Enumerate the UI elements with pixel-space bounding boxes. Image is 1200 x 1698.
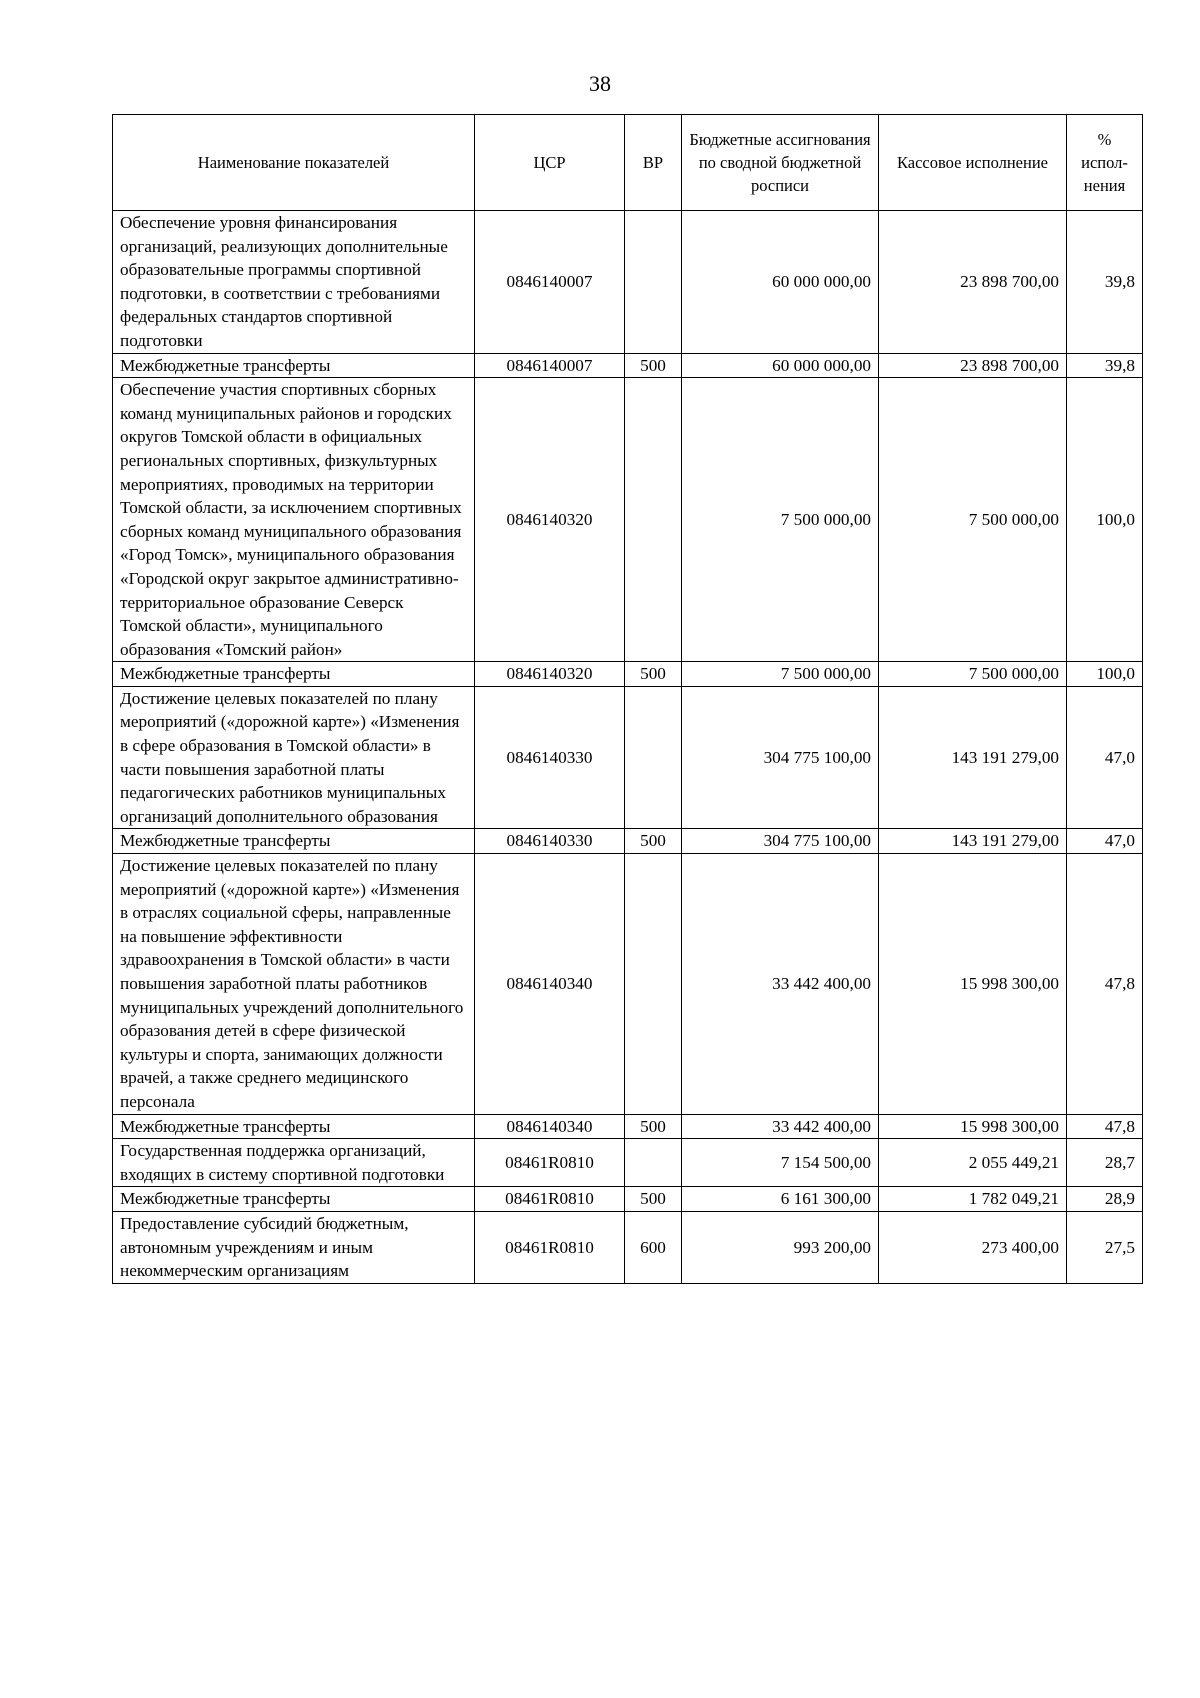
row-vr: 600 xyxy=(625,1211,682,1283)
row-budget: 304 775 100,00 xyxy=(682,686,879,829)
row-csr: 08461R0810 xyxy=(475,1211,625,1283)
row-name: Предоставление субсидий бюджетным, автономным учреждениям и иным некоммерческим организациям xyxy=(113,1211,475,1283)
row-percent: 47,0 xyxy=(1067,686,1143,829)
row-percent: 47,8 xyxy=(1067,854,1143,1115)
row-cash: 15 998 300,00 xyxy=(879,1114,1067,1139)
table-row xyxy=(113,1139,1143,1187)
row-cash: 7 500 000,00 xyxy=(879,662,1067,687)
table-row xyxy=(113,378,1143,662)
row-budget: 7 500 000,00 xyxy=(682,662,879,687)
row-name: Межбюджетные трансферты xyxy=(113,662,475,687)
row-percent: 47,8 xyxy=(1067,1114,1143,1139)
page-number: 38 xyxy=(589,71,611,96)
row-cash: 7 500 000,00 xyxy=(879,378,1067,662)
table-header-row xyxy=(113,115,1143,211)
row-vr: 500 xyxy=(625,1187,682,1212)
row-budget: 7 154 500,00 xyxy=(682,1139,879,1187)
header-budget: Бюджетные ассигнования по сводной бюджетной росписи xyxy=(682,115,879,211)
row-vr xyxy=(625,211,682,354)
row-cash: 143 191 279,00 xyxy=(879,829,1067,854)
table-row xyxy=(113,353,1143,378)
row-percent: 27,5 xyxy=(1067,1211,1143,1283)
row-vr: 500 xyxy=(625,829,682,854)
row-vr xyxy=(625,378,682,662)
table-row xyxy=(113,1187,1143,1212)
row-name: Межбюджетные трансферты xyxy=(113,1187,475,1212)
table-row xyxy=(113,854,1143,1115)
row-vr: 500 xyxy=(625,662,682,687)
row-percent: 28,9 xyxy=(1067,1187,1143,1212)
row-budget: 6 161 300,00 xyxy=(682,1187,879,1212)
row-cash: 273 400,00 xyxy=(879,1211,1067,1283)
row-cash: 23 898 700,00 xyxy=(879,211,1067,354)
row-percent: 39,8 xyxy=(1067,353,1143,378)
table-row xyxy=(113,829,1143,854)
table-row xyxy=(113,662,1143,687)
row-budget: 60 000 000,00 xyxy=(682,211,879,354)
row-csr: 0846140320 xyxy=(475,662,625,687)
row-vr xyxy=(625,1139,682,1187)
table-row xyxy=(113,1211,1143,1283)
row-csr: 0846140007 xyxy=(475,211,625,354)
row-csr: 08461R0810 xyxy=(475,1139,625,1187)
row-budget: 7 500 000,00 xyxy=(682,378,879,662)
row-name: Обеспечение уровня финансирования организаций, реализующих дополнительные образовательные программы спортивной подготовки, в соответствии с требованиями федеральных стандартов спортивной подготовки xyxy=(113,211,475,354)
row-csr: 0846140330 xyxy=(475,829,625,854)
header-cash: Кассовое исполнение xyxy=(879,115,1067,211)
row-percent: 100,0 xyxy=(1067,662,1143,687)
row-csr: 08461R0810 xyxy=(475,1187,625,1212)
header-vr: ВР xyxy=(625,115,682,211)
header-name: Наименование показателей xyxy=(113,115,475,211)
row-name: Межбюджетные трансферты xyxy=(113,353,475,378)
row-name: Межбюджетные трансферты xyxy=(113,829,475,854)
row-budget: 304 775 100,00 xyxy=(682,829,879,854)
row-budget: 993 200,00 xyxy=(682,1211,879,1283)
row-csr: 0846140320 xyxy=(475,378,625,662)
row-name: Государственная поддержка организаций, входящих в систему спортивной подготовки xyxy=(113,1139,475,1187)
row-cash: 1 782 049,21 xyxy=(879,1187,1067,1212)
row-budget: 60 000 000,00 xyxy=(682,353,879,378)
row-name: Достижение целевых показателей по плану мероприятий («дорожной карте») «Изменения в отраслях социальной сферы, направленные на повышение эффективности здравоохранения в Томской области» в части повышения заработной платы работников муниципальных учреждений дополнительного образования детей в сфере физической культуры и спорта, занимающих должности врачей, а также среднего медицинского персонала xyxy=(113,854,475,1115)
row-csr: 0846140330 xyxy=(475,686,625,829)
row-csr: 0846140340 xyxy=(475,1114,625,1139)
row-vr: 500 xyxy=(625,353,682,378)
row-cash: 2 055 449,21 xyxy=(879,1139,1067,1187)
row-percent: 39,8 xyxy=(1067,211,1143,354)
row-budget: 33 442 400,00 xyxy=(682,1114,879,1139)
row-cash: 15 998 300,00 xyxy=(879,854,1067,1115)
row-percent: 100,0 xyxy=(1067,378,1143,662)
row-cash: 143 191 279,00 xyxy=(879,686,1067,829)
table-row xyxy=(113,211,1143,354)
row-percent: 28,7 xyxy=(1067,1139,1143,1187)
row-budget: 33 442 400,00 xyxy=(682,854,879,1115)
row-cash: 23 898 700,00 xyxy=(879,353,1067,378)
header-percent: % испол-нения xyxy=(1067,115,1143,211)
row-csr: 0846140007 xyxy=(475,353,625,378)
row-csr: 0846140340 xyxy=(475,854,625,1115)
table-row xyxy=(113,686,1143,829)
row-percent: 47,0 xyxy=(1067,829,1143,854)
header-csr: ЦСР xyxy=(475,115,625,211)
row-vr xyxy=(625,854,682,1115)
budget-execution-table xyxy=(112,114,1143,1284)
row-name: Достижение целевых показателей по плану мероприятий («дорожной карте») «Изменения в сфере образования в Томской области» в части повышения заработной платы педагогических работников муниципальных организаций дополнительного образования xyxy=(113,686,475,829)
row-name: Обеспечение участия спортивных сборных команд муниципальных районов и городских округов Томской области в официальных региональных спортивных, физкультурных мероприятиях, проводимых на территории Томской области, за исключением спортивных сборных команд муниципального образования «Город Томск», муниципального образования «Городской округ закрытое административно-территориальное образование Северск Томской области», муниципального образования «Томский район» xyxy=(113,378,475,662)
table-row xyxy=(113,1114,1143,1139)
row-name: Межбюджетные трансферты xyxy=(113,1114,475,1139)
row-vr xyxy=(625,686,682,829)
row-vr: 500 xyxy=(625,1114,682,1139)
